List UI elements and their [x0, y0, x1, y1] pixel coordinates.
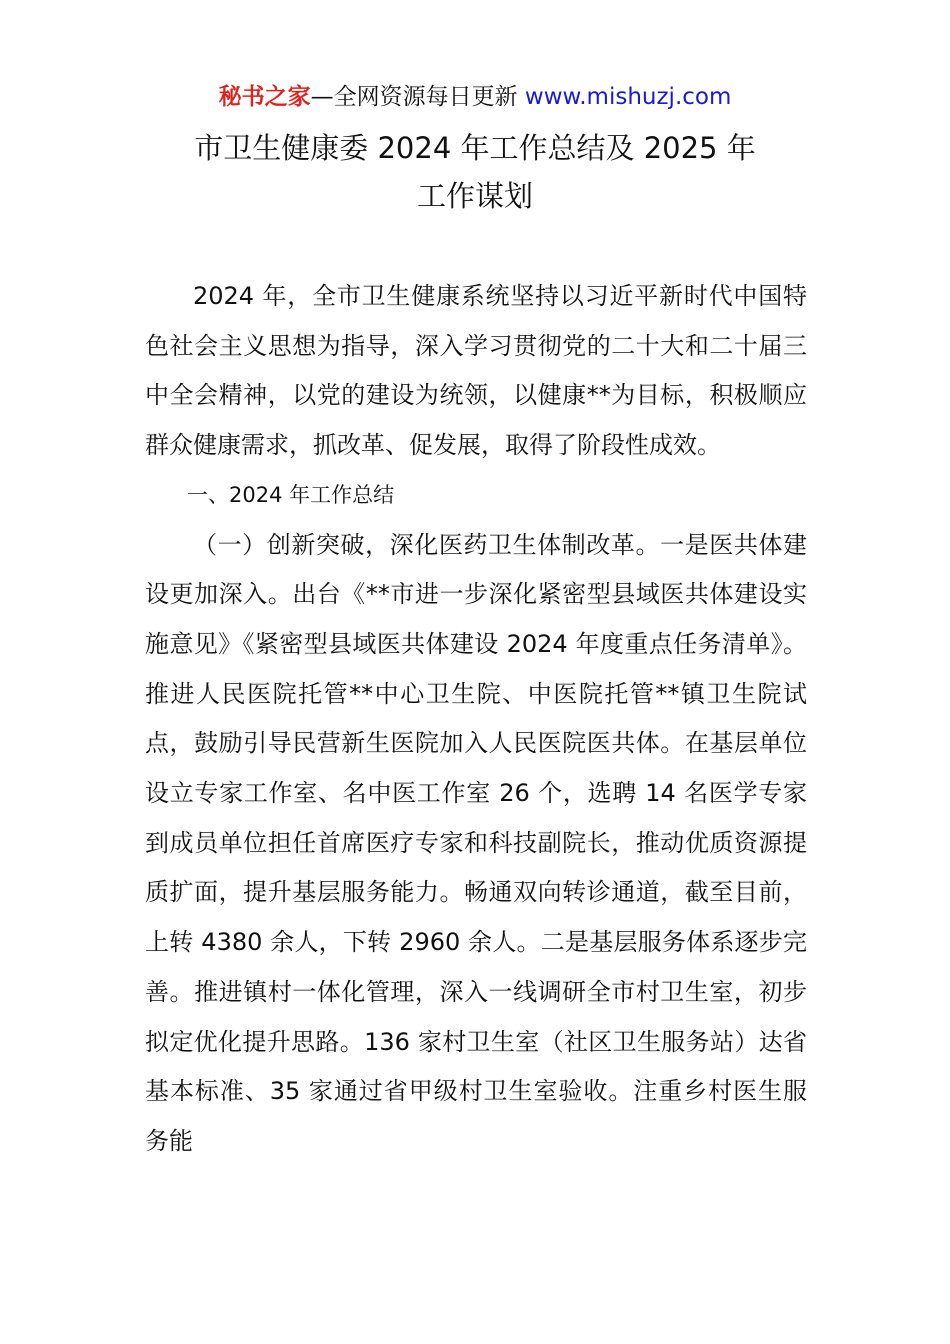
intro-paragraph: 2024 年，全市卫生健康系统坚持以习近平新时代中国特色社会主义思想为指导，深入学习贯彻党的二十大和二十届三中全会精神，以党的建设为统领，以健康**为目标，积极顺应群众健康需求，抓改革、促发展，取得了阶段性成效。 — [145, 282, 807, 460]
body-paragraph: （一）创新突破，深化医药卫生体制改革。一是医共体建设更加深入。出台《**市进一步深化紧密型县域医共体建设实施意见》《紧密型县域医共体建设 2024 年度重点任务清单》。推进人民医院托管**中心卫生院、中医院托管**镇卫生院试点，鼓励引导民营新生医院加入人民医院医共体。在基层单位设立专家工作室、名中医工作室 26 个，选聘 14 名医学专家到成员单位担任首席医疗专家和科技副院长，推动优质资源提质扩面，提升基层服务能力。畅通双向转诊通道，截至目前，上转 4380 余人，下转 2960 余人。二是基层服务体系逐步完善。推进镇村一体化管理，深入一线调研全市村卫生室，初步拟定优化提升思路。136 家村卫生室（社区卫生服务站）达省基本标准、35 家通过省甲级村卫生室验收。注重乡村医生服务能 — [145, 530, 807, 1155]
document-title-line-1: 市卫生健康委 2024 年工作总结及 2025 年 — [194, 131, 756, 165]
site-header — [0, 80, 950, 114]
header-tagline: —全网资源每日更新 — [310, 84, 518, 110]
brand-name: 秘书之家 — [218, 84, 311, 110]
document-body — [145, 272, 807, 1167]
document-title-line-2: 工作谋划 — [416, 179, 533, 213]
section-heading: 一、2024 年工作总结 — [187, 482, 395, 507]
site-url-link[interactable]: www.mishuzj.com — [524, 84, 732, 110]
